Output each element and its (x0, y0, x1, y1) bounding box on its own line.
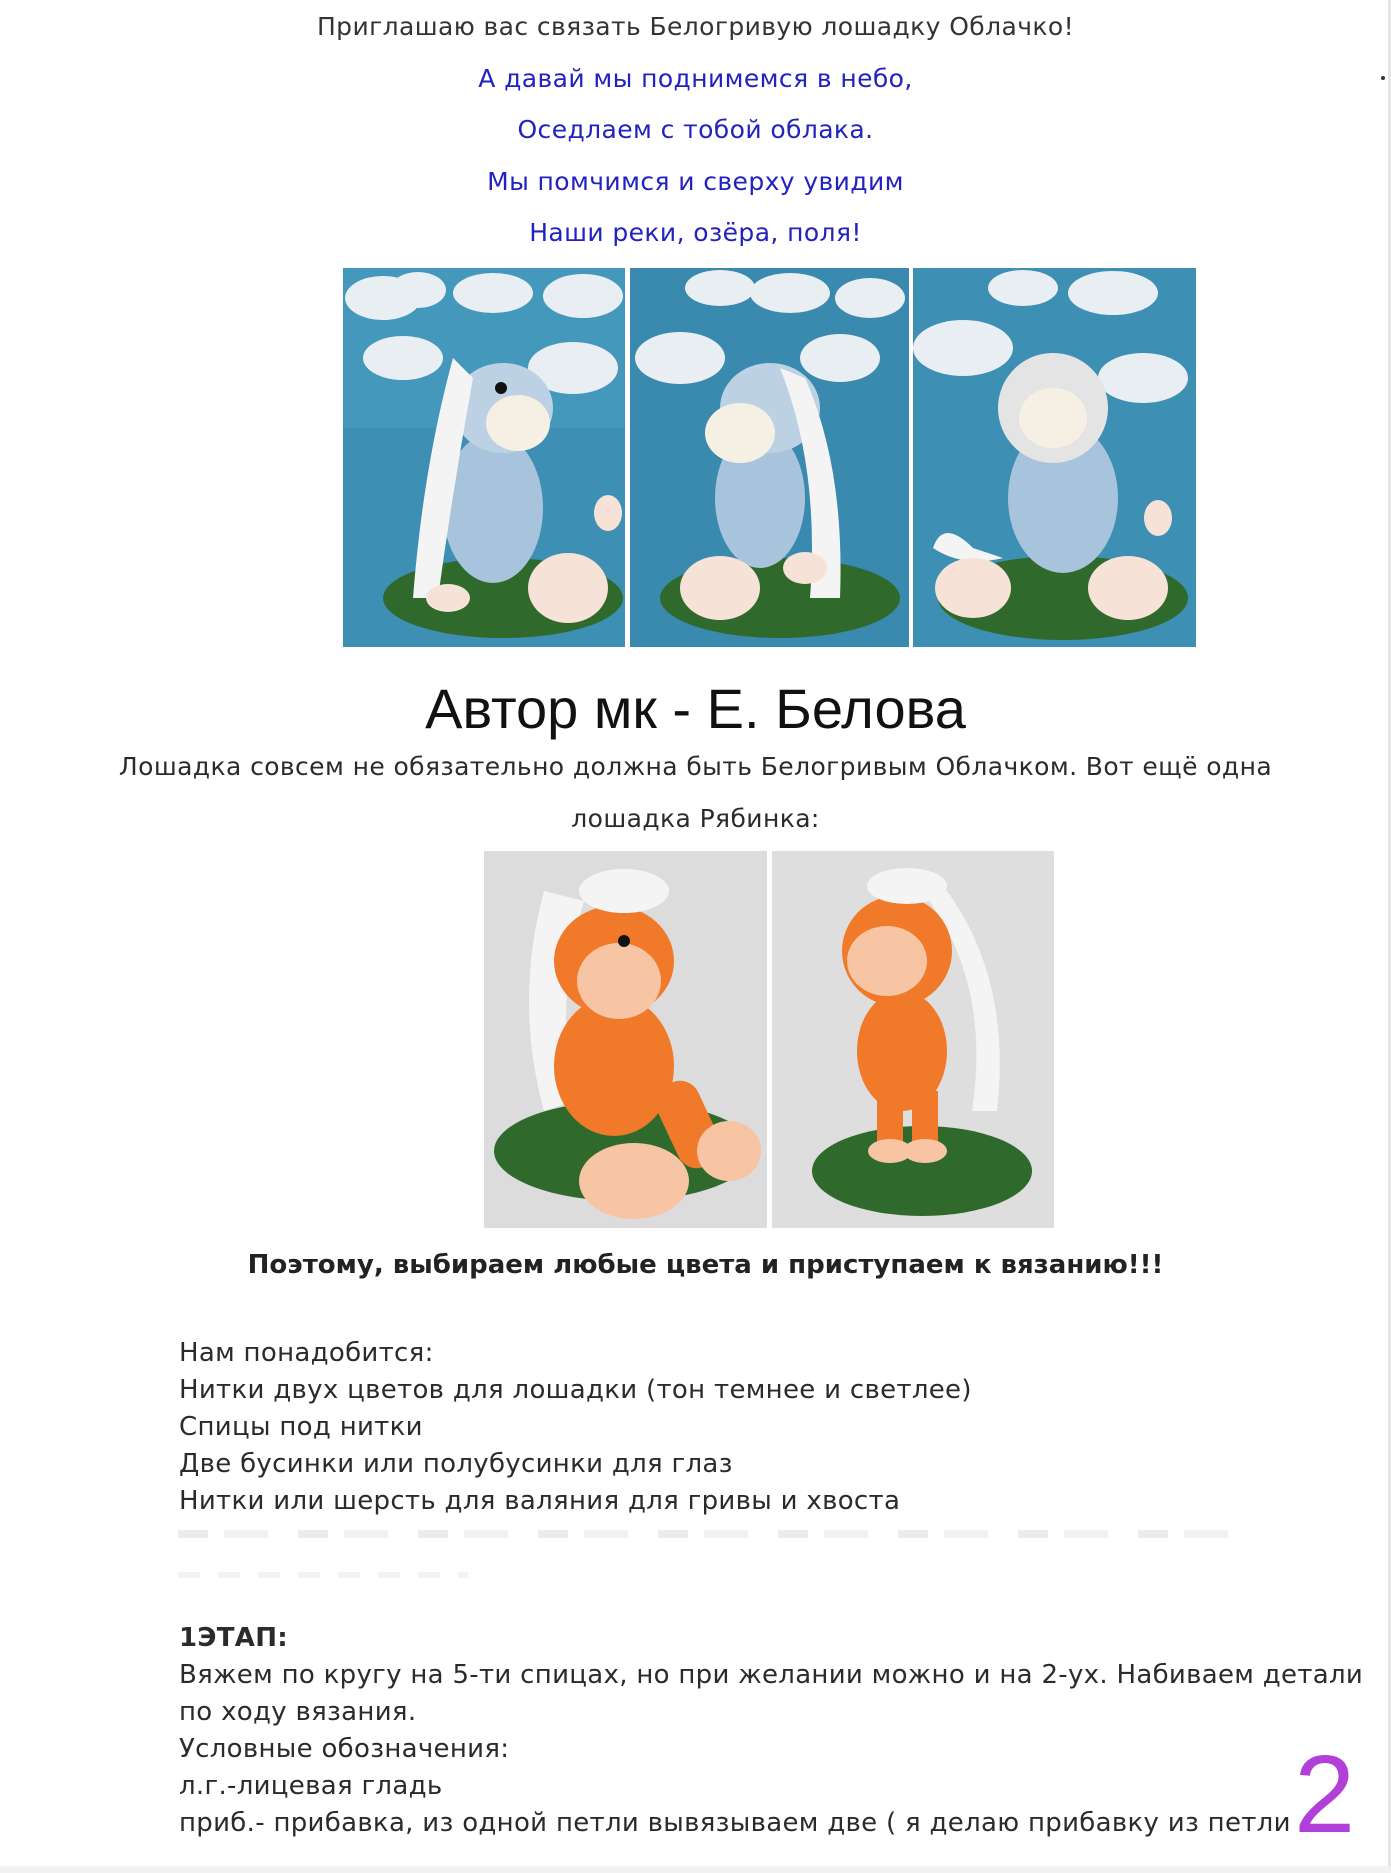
poem-line-2: Оседлаем с тобой облака. (517, 115, 874, 144)
materials-line-3: Спицы под нитки (179, 1412, 423, 1442)
description-line-1: Лошадка совсем не обязательно должна быть Белогривым Облачком. Вот ещё одна (118, 752, 1273, 781)
photo-blue-horse-three-quarter (913, 268, 1196, 647)
stage-line-5: приб.- прибавка, из одной петли вывязываем две ( я делаю прибавку из петли (179, 1808, 1291, 1838)
materials-line-1: Нам понадобится: (179, 1338, 434, 1368)
description-line-2: лошадка Рябинка: (571, 804, 820, 833)
intro-line: Приглашаю вас связать Белогривую лошадку Облачко! (316, 12, 1074, 41)
photo-orange-horse-standing (772, 851, 1054, 1228)
stage-line-4: л.г.-лицевая гладь (179, 1771, 443, 1801)
page-number: 2 (1294, 1733, 1356, 1856)
stage-line-2: по ходу вязания. (179, 1697, 417, 1727)
poem-line-3: Мы помчимся и сверху увидим (487, 167, 904, 196)
materials-line-4: Две бусинки или полубусинки для глаз (179, 1449, 733, 1479)
stage-line-1: Вяжем по кругу на 5-ти спицах, но при желании можно и на 2-ух. Набиваем детали (179, 1660, 1364, 1690)
stage-line-3: Условные обозначения: (179, 1734, 510, 1764)
call-to-action: Поэтому, выбираем любые цвета и приступаем к вязанию!!! (247, 1250, 1164, 1280)
poem-line-4: Наши реки, озёра, поля! (529, 218, 862, 247)
faded-text-line (178, 1530, 1248, 1538)
page-bottom-edge (0, 1866, 1391, 1873)
materials-line-5: Нитки или шерсть для валяния для гривы и хвоста (179, 1486, 901, 1516)
poem-line-1: А давай мы поднимемся в небо, (478, 64, 913, 93)
materials-line-2: Нитки двух цветов для лошадки (тон темнее и светлее) (179, 1375, 972, 1405)
stage-title: 1ЭТАП: (179, 1623, 288, 1653)
author-heading: Автор мк - Е. Белова (425, 677, 966, 740)
photo-blue-horse-front (630, 268, 909, 647)
faded-text-line-2 (178, 1572, 468, 1578)
photo-blue-horse-side (343, 268, 625, 647)
photo-orange-horse-sitting (484, 851, 767, 1228)
